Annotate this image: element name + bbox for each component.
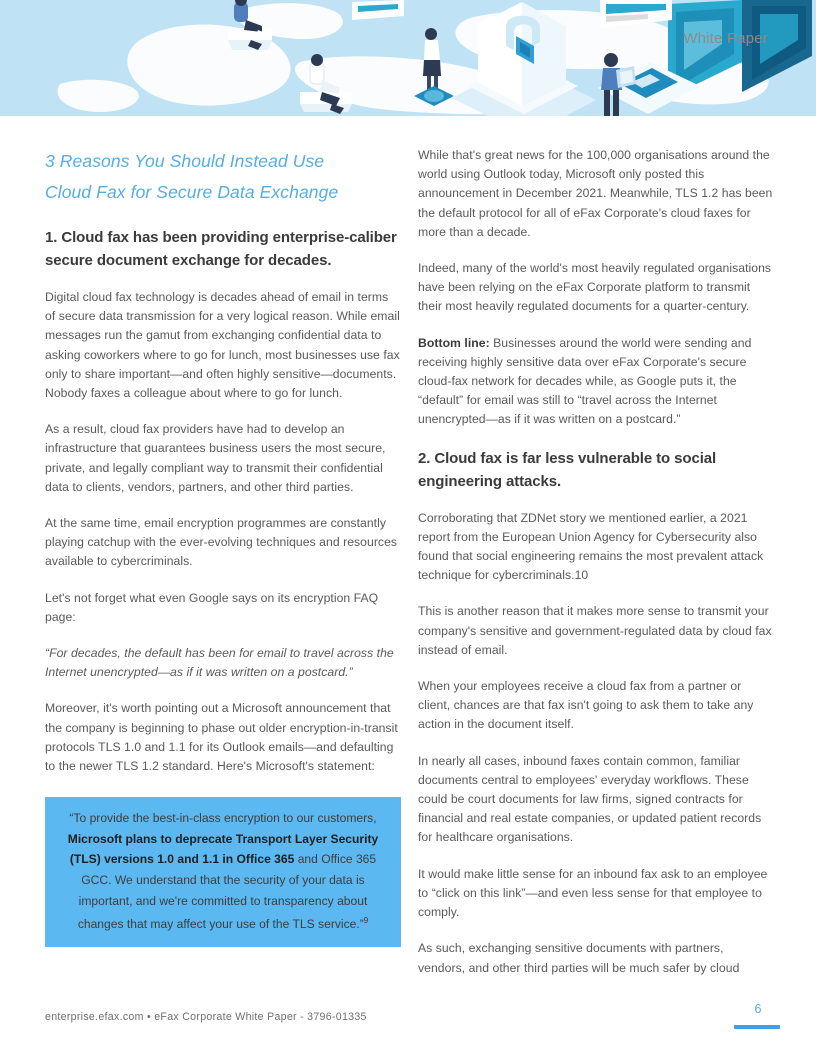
paragraph: Let's not forget what even Google says on its encryption FAQ page: [45, 590, 379, 624]
document-type-label: White Paper [683, 30, 768, 47]
paragraph: It would make little sense for an inbound fax ask to an employee to “click on this link”—and even less sense for that employee to comply. [418, 866, 768, 920]
page-title [45, 146, 401, 208]
left-column [45, 146, 401, 947]
section-heading-1: 1. Cloud fax has been providing enterprise-caliber secure document exchange for decades. [45, 229, 397, 269]
page-title-line-1: 3 Reasons You Should Instead Use [45, 151, 325, 171]
footer-text: enterprise.efax.com • eFax Corporate White Paper - 3796-01335 [45, 1011, 367, 1023]
paragraph: Indeed, many of the world's most heavily regulated organisations have been relying on the eFax Corporate platform to transmit their most heavily regulated documents for a quarter-century. [418, 261, 772, 314]
hero-illustration [0, 0, 816, 116]
section-heading-2: 2. Cloud fax is far less vulnerable to social engineering attacks. [418, 449, 717, 490]
bottom-line-text: Businesses around the world were sending and receiving highly sensitive data over eFax Corporate's secure cloud-fax network for decades while, as Google puts it, the “default” for email was still to “travel across the Internet unencrypted—as if it was written on a postcard.” [418, 335, 752, 427]
page-number: 6 [754, 1002, 762, 1016]
page-number-rule [734, 1025, 780, 1029]
quote-footnote-marker: 9 [363, 916, 369, 926]
paragraph: When your employees receive a cloud fax from a partner or client, chances are that fax isn't going to ask them to take any action in the document itself. [418, 679, 754, 732]
paragraph: As a result, cloud fax providers have had to develop an infrastructure that guarantees business users the most secure, private, and legally compliant way to transmit their confidential data to clients, vendors, partners, and other third parties. [45, 422, 386, 494]
page-content [0, 116, 816, 1056]
paragraph: While that's great news for the 100,000 organisations around the world using Outlook today, Microsoft only posted this announcement in December 2021. Meanwhile, TLS 1.2 has been the default protocol for all of eFax Corporate's cloud faxes for more than a decade. [418, 148, 773, 239]
page-title-line-2: Cloud Fax for Secure Data Exchange [45, 182, 339, 202]
paragraph: This is another reason that it makes more sense to transmit your company's sensitive and government-regulated data by cloud fax instead of email. [418, 604, 772, 657]
quote-text-part-2: and Office 365 GCC. We understand that the security of your data is important, and we're committed to transparency about changes that may affect your use of the TLS service.” [77, 852, 377, 932]
paragraph: In nearly all cases, inbound faxes contain common, familiar documents central to employees' everyday workflows. These could be court documents for law firms, signed contracts for financial and real estate companies, or updated patient records for healthcare organisations. [418, 753, 762, 845]
paragraph: Corroborating that ZDNet story we mentioned earlier, a 2021 report from the European Union Agency for Cybersecurity also found that social engineering remains the most prevalent attack technique for cybercriminals.10 [418, 510, 764, 583]
bottom-line-label: Bottom line: [418, 335, 490, 350]
paragraph: Digital cloud fax technology is decades ahead of email in terms of secure data transmission for a very logical reason. While email messages run the gamut from exchanging confidential data to asking coworkers where to go for lunch, most businesses use fax only to share important—and often highly sensitive—documents. Nobody faxes a colleague about where to go for lunch. [45, 290, 400, 401]
highlighted-quote-box [45, 797, 401, 947]
pull-quote: “For decades, the default has been for email to travel across the Internet unencrypted—as if it was written on a postcard.” [45, 646, 394, 680]
bottom-line-paragraph [418, 334, 774, 430]
hero-banner [0, 0, 816, 116]
quote-text-bold: Microsoft plans to deprecate Transport Layer Security (TLS) versions 1.0 and 1.1 in Office 365 [67, 831, 379, 867]
paragraph: Moreover, it's worth pointing out a Microsoft announcement that the company is beginning to phase out older encryption-in-transit protocols TLS 1.0 and 1.1 for its Outlook emails—and defaulting to the newer TLS 1.2 standard. Here's Microsoft's statement: [45, 701, 398, 774]
quote-text-part-1: “To provide the best-in-class encryption to our customers, [69, 811, 377, 826]
right-column [418, 146, 774, 995]
paragraph: As such, exchanging sensitive documents with partners, vendors, and other third parties will be much safer by cloud [418, 941, 740, 975]
paragraph: At the same time, email encryption programmes are constantly playing catchup with the ever-evolving techniques and resources available to cybercriminals. [45, 516, 398, 569]
